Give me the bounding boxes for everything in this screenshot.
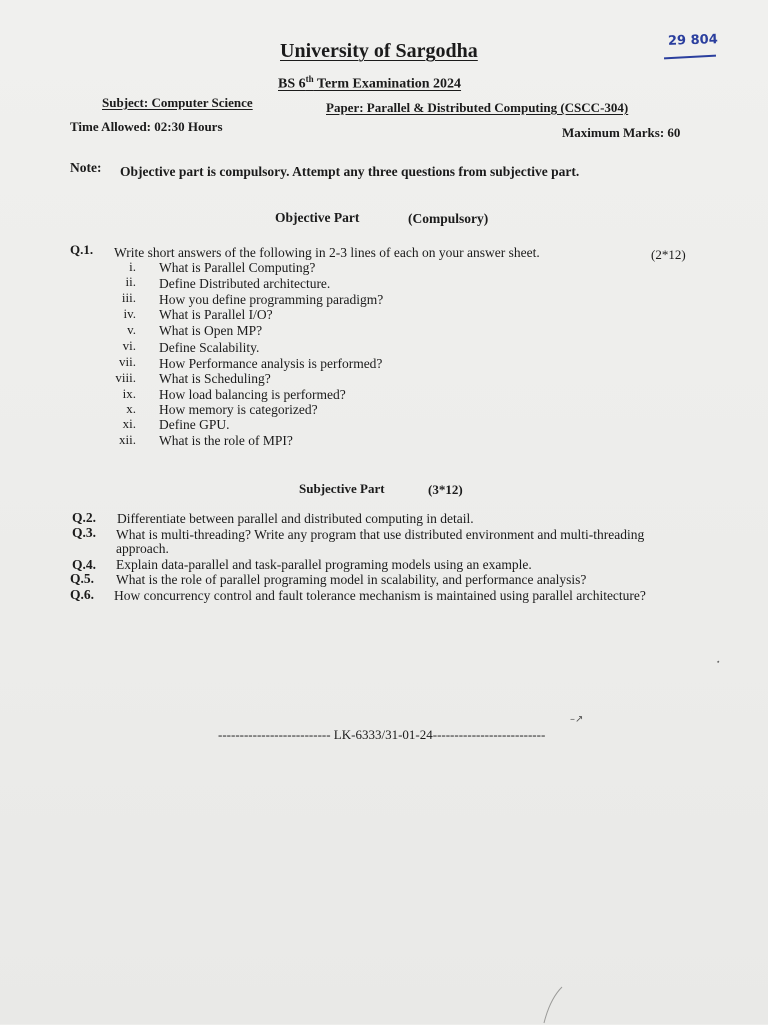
time-allowed: Time Allowed: 02:30 Hours (70, 119, 223, 134)
item-text: How load balancing is performed? (159, 387, 346, 402)
question-number: Q.3. (72, 525, 97, 540)
item-number: xii. (119, 432, 136, 447)
exam-suffix: Term Examination 2024 (313, 76, 462, 92)
item-number: vi. (122, 338, 136, 353)
handwritten-code: 29 804 (667, 32, 719, 49)
question-text: How concurrency control and fault tolerance mechanism is maintained using parallel architecture? (114, 588, 646, 603)
university-title: University of Sargodha (280, 40, 478, 62)
question-number: Q.6. (70, 587, 95, 602)
item-text: Define Distributed architecture. (159, 276, 331, 291)
item-text: How Performance analysis is performed? (159, 356, 383, 371)
question-text: What is the role of parallel programing model in scalability, and performance analysis? (116, 572, 587, 587)
item-number: ii. (125, 274, 136, 289)
item-number: vii. (119, 354, 136, 369)
stray-mark: ⋆ (716, 658, 721, 666)
item-text: Define Scalability. (159, 340, 260, 355)
q1-number: Q.1. (70, 242, 94, 257)
item-number: x. (126, 401, 136, 416)
question-number: Q.2. (72, 510, 97, 525)
item-number: iii. (121, 290, 136, 305)
handwritten-underline (664, 55, 716, 60)
item-number: ix. (122, 386, 136, 401)
item-text: What is Parallel I/O? (159, 307, 273, 322)
exam-prefix: BS 6 (278, 76, 306, 92)
subject-label: Subject: Computer Science (102, 95, 253, 110)
question-text-continued: approach. (116, 541, 169, 556)
note-text: Objective part is compulsory. Attempt any three questions from subjective part. (120, 164, 580, 179)
item-text: What is Scheduling? (159, 371, 271, 386)
item-text: What is the role of MPI? (159, 433, 293, 448)
q1-text: Write short answers of the following in 2-3 lines of each on your answer sheet. (114, 245, 540, 260)
objective-heading: Objective Part (275, 210, 360, 225)
maximum-marks: Maximum Marks: 60 (562, 125, 681, 140)
exam-title (278, 74, 461, 93)
pen-tick-mark: –↗ (570, 714, 584, 725)
question-number: Q.5. (70, 571, 95, 586)
item-number: i. (129, 259, 136, 274)
question-text: What is multi-threading? Write any program that use distributed environment and multi-threading (116, 527, 645, 542)
item-number: v. (127, 322, 136, 337)
item-text: What is Open MP? (159, 323, 263, 338)
footer-code: -------------------------- LK-6333/31-01-24-------------------------- (218, 727, 546, 742)
exam-superscript: th (305, 74, 314, 84)
item-number: viii. (115, 370, 136, 385)
item-number: xi. (122, 416, 136, 431)
item-text: Define GPU. (159, 417, 230, 432)
question-text: Explain data-parallel and task-parallel programing models using an example. (116, 557, 532, 572)
paper-label: Paper: Parallel & Distributed Computing (CSCC-304) (326, 100, 629, 115)
q1-marks: (2*12) (651, 247, 686, 262)
item-text: How you define programming paradigm? (159, 292, 384, 307)
subjective-marks: (3*12) (428, 482, 463, 497)
question-text: Differentiate between parallel and distributed computing in detail. (117, 511, 474, 526)
item-text: What is Parallel Computing? (159, 260, 316, 275)
item-text: How memory is categorized? (159, 402, 318, 417)
note-label: Note: (70, 160, 102, 175)
question-number: Q.4. (72, 557, 97, 572)
subjective-heading: Subjective Part (299, 481, 385, 496)
pen-stroke-mark (540, 985, 570, 1025)
objective-compulsory: (Compulsory) (408, 211, 489, 226)
item-number: iv. (123, 306, 136, 321)
